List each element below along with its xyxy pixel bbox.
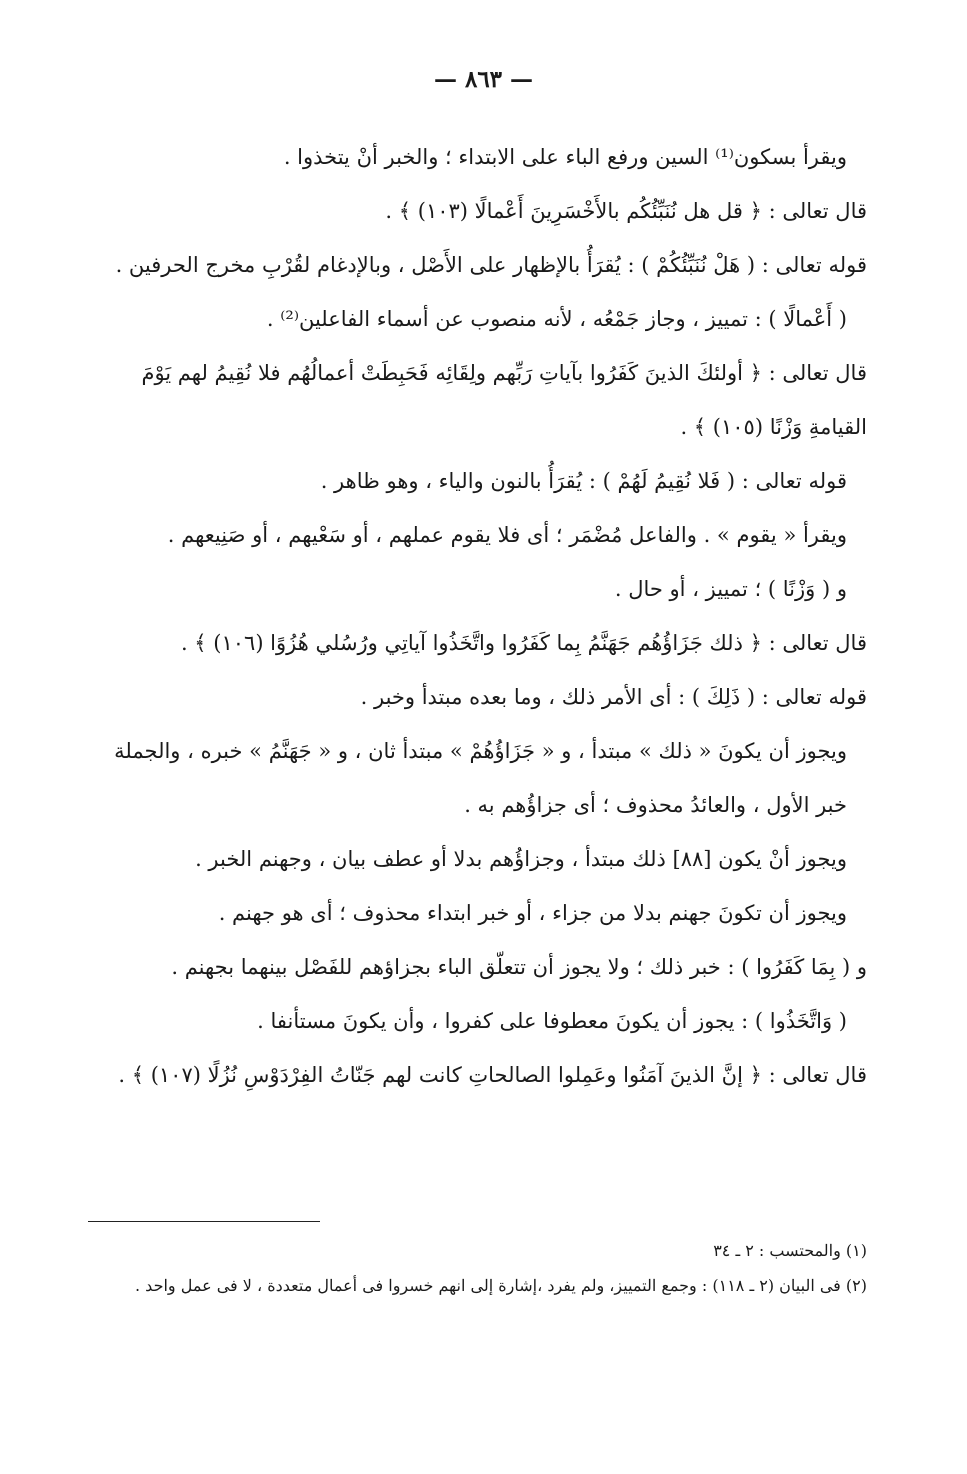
paragraph-amalan: ( أَعْمالًا ) : تمييز ، وجاز جَمْعُه ، لأنه منصوب عن أسماء الفاعلين⁽²⁾ . (266, 307, 847, 331)
footnote-2: (٢) فى البيان (٢ ـ ١١٨) : وجمع التمييز، ولم يفرد ،إشارة إلى انهم خسروا فى أعمال متعددة ، لا فى عمل واحد . (135, 1276, 867, 1295)
paragraph-yajuzu-2: ويجوز أنْ يكون [٨٨] ذلك مبتدأ ، وجزاؤُهم بدلا أو عطف بيان ، وجهنم الخبر . (195, 847, 847, 871)
paragraph-verse-107: قال تعالى : ﴿ إنَّ الذينَ آمَنُوا وعَمِلوا الصالحاتِ كانت لهم جَنّاتُ الفِرْدَوْسِ نُزُلًا (١٠٧) ﴾ . (118, 1063, 867, 1087)
paragraph-fala-nuqimu: قوله تعالى : ( فَلا نُقِيمُ لَهُمْ ) : يُقرَأُ بالنون والياء ، وهو ظاهر . (320, 469, 847, 493)
paragraph-hal-nunabbiukum: قوله تعالى : ( هَلْ نُنَبِّئُكُمْ ) : يُقرَأُ بالإظهار على الأَصْل ، وبالإدغام لقُرْبِ مخرج الحرفين . (115, 253, 867, 277)
paragraph-verse-103: قال تعالى : ﴿ قل هل نُنَبِّئُكُم بالأَخْسَرِينَ أَعْمالًا (١٠٣) ﴾ . (385, 199, 867, 223)
paragraph-yajuzu-1: ويجوز أن يكونَ « ذلك » مبتدأ ، و « جَزَاؤُهُمْ » مبتدأ ثان ، و « جَهَنَّمُ » خبره ، والجملة خبر الأول ، والعائدُ محذوف ؛ أى جزاؤُهم به . (114, 739, 847, 817)
page-number: — ٨٦٣ — (433, 66, 534, 93)
footnote-1: (١) والمحتسب : ٢ ـ ٣٤ (713, 1241, 867, 1260)
paragraph-bima-kafaru: و ( بِمَا كَفَرُوا ) : خبر ذلك ؛ ولا يجوز أن تتعلّق الباء بجزاؤهم للفَصْل بينهما بجهنم . (171, 955, 867, 979)
paragraph-verse-106: قال تعالى : ﴿ ذلك جَزَاؤُهُم جَهَنَّمُ بِما كَفَرُوا واتَّخَذُوا آياتِي ورُسُلي هُزُوًا (١٠٦) ﴾ . (180, 631, 867, 655)
footnotes (77, 1236, 867, 1306)
paragraph-reading-sukun: ويقرأ بسكون⁽¹⁾ السين ورفع الباء على الابتداء ؛ والخبر أنْ يتخذوا . (283, 145, 847, 169)
paragraph-dhalika: قوله تعالى : ( ذَلِكَ ) : أى الأمر ذلك ، وما بعده مبتدأ وخبر . (360, 685, 867, 709)
paragraph-verse-105: قال تعالى : ﴿ أولئكَ الذينَ كَفَرُوا بآياتِ رَبِّهم ولِقَائِه فَحَبِطَتْ أعمالُهُم فلا نُقِيمُ لهم يَوْمَ القيامةِ وَزْنًا (١٠٥) ﴾ . (141, 361, 867, 439)
paragraph-yajuzu-3: ويجوز أن تكونَ جهنم بدلا من جزاء ، أو خبر ابتداء محذوف ؛ أى هو جهنم . (218, 901, 847, 925)
paragraph-yaqumu: ويقرأ « يقوم » . والفاعل مُضْمَر ؛ أى فلا يقوم عملهم ، أو سَعْيهم ، أو صَنِيعهم . (167, 523, 847, 547)
footnote-divider (88, 1221, 320, 1222)
paragraph-waznan: و ( وَزْنًا ) ؛ تمييز ، أو حال . (614, 577, 847, 601)
main-text-body (97, 130, 867, 1102)
paragraph-wattakhadhu: ( وَاتَّخَذُوا ) : يجوز أن يكونَ معطوفا على كفروا ، وأن يكونَ مستأنفا . (257, 1009, 847, 1033)
